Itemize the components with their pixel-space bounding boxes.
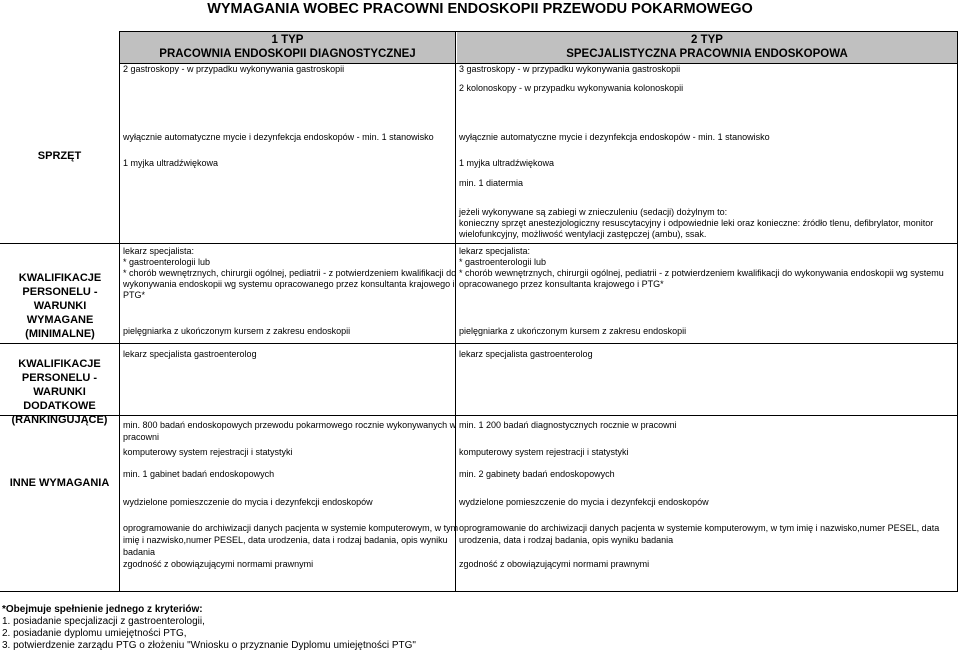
- type1-software-line3: badania: [123, 547, 156, 557]
- type1-exams-line1: min. 800 badań endoskopowych przewodu pokarmowego rocznie wykonywanych w: [123, 420, 457, 430]
- type1-doctor-line2: * gastroenterologii lub: [123, 257, 211, 267]
- type2-ultrasonic: 1 myjka ultradźwiękowa: [459, 158, 555, 168]
- type1-legal-compliance: zgodność z obowiązującymi normami prawnymi: [123, 559, 314, 569]
- row-label-other: INNE WYMAGANIA: [9, 477, 110, 489]
- type2-anesthesia-line2: konieczny sprzęt anestezjologiczny resuscytacyjny i odpowiednie leki oraz konieczne: źródło tlenu, defibrylator, monitor: [459, 218, 934, 228]
- type2-nurse: pielęgniarka z ukończonym kursem z zakresu endoskopii: [459, 326, 687, 336]
- type2-software-line2: urodzenia, data i rodzaj badania, opis wyniku badania: [459, 535, 674, 545]
- type1-computer-system: komputerowy system rejestracji i statystyki: [123, 447, 293, 457]
- row-label-sprzet: SPRZĘT: [37, 150, 82, 162]
- type1-doctor-line5: PTG*: [123, 290, 146, 300]
- type1-exams-line2: pracowni: [123, 432, 160, 442]
- type2-computer-system: komputerowy system rejestracji i statystyki: [459, 447, 629, 457]
- type2-anesthesia-line1: jeżeli wykonywane są zabiegi w znieczuleniu (sedacji) dożylnym to:: [459, 207, 728, 217]
- row-label-qualifications-extra: KWALIFIKACJE PERSONELU - WARUNKI DODATKOWE (RANKINGUJĄCE): [11, 358, 108, 426]
- type1-washing-room: wydzielone pomieszczenie do mycia i dezynfekcji endoskopów: [123, 497, 373, 507]
- type1-software-line1: oprogramowanie do archiwizacji danych pacjenta w systemie komputerowym, w tym: [123, 523, 459, 533]
- type1-exam-room: min. 1 gabinet badań endoskopowych: [123, 469, 275, 479]
- type2-legal-compliance: zgodność z obowiązującymi normami prawnymi: [459, 559, 650, 569]
- grid-line: [455, 31, 456, 592]
- type1-doctor-line1: lekarz specjalista:: [123, 246, 195, 256]
- type2-software-line1: oprogramowanie do archiwizacji danych pacjenta w systemie komputerowym, w tym imię i nazwisko,numer PESEL, data: [459, 523, 940, 533]
- type1-ultrasonic: 1 myjka ultradźwiękowa: [123, 158, 219, 168]
- column-header-type1-line2: PRACOWNIA ENDOSKOPII DIAGNOSTYCZNEJ: [159, 48, 416, 60]
- column-header-type2-line1: 2 TYP: [691, 34, 723, 46]
- type1-doctor-line4: wykonywania endoskopii wg systemu opracowanego przez konsultanta krajowego i: [123, 279, 455, 289]
- type2-washing-room: wydzielone pomieszczenie do mycia i dezynfekcji endoskopów: [459, 497, 709, 507]
- type2-diathermy: min. 1 diatermia: [459, 178, 524, 188]
- type2-anesthesia-line3: wielofunkcyjny, możliwość wentylacji zastępczej (ambu), ssak.: [459, 229, 707, 239]
- type2-gastroscopes: 3 gastroskopy - w przypadku wykonywania gastroskopii: [459, 64, 681, 74]
- type1-software-line2: imię i nazwisko,numer PESEL, data urodzenia, data i rodzaj badania, opis wyniku: [123, 535, 448, 545]
- type1-washing: wyłącznie automatyczne mycie i dezynfekcja endoskopów - min. 1 stanowisko: [123, 132, 434, 142]
- column-header-type2: [457, 32, 957, 63]
- grid-line: [957, 31, 958, 592]
- grid-line: [0, 243, 958, 244]
- column-header-type1-line1: 1 TYP: [271, 34, 304, 46]
- footnote-item2: 2. posiadanie dyplomu umiejętności PTG,: [2, 628, 187, 639]
- type2-extra-doctor: lekarz specjalista gastroenterolog: [459, 349, 593, 359]
- type2-washing: wyłącznie automatyczne mycie i dezynfekcja endoskopów - min. 1 stanowisko: [459, 132, 770, 142]
- grid-line: [0, 343, 958, 344]
- grid-line: [0, 591, 958, 592]
- type2-doctor-line1: lekarz specjalista:: [459, 246, 531, 256]
- grid-line: [0, 415, 958, 416]
- grid-line: [119, 31, 120, 592]
- type1-extra-doctor: lekarz specjalista gastroenterolog: [123, 349, 257, 359]
- footnote-item3: 3. potwierdzenie zarządu PTG o złożeniu "Wniosku o przyznanie Dyplomu umiejętności PTG": [2, 640, 416, 651]
- row-label-qualifications-min: KWALIFIKACJE PERSONELU - WARUNKI WYMAGANE (MINIMALNE): [18, 272, 102, 340]
- type2-doctor-line3: * chorób wewnętrznych, chirurgii ogólnej, pediatrii - z potwierdzeniem kwalifikacji do wykonywania endoskopii wg systemu: [459, 268, 944, 278]
- grid-line: [120, 31, 958, 32]
- footnote-item1: 1. posiadanie specjalizacji z gastroenterologii,: [2, 616, 205, 627]
- type2-doctor-line2: * gastroenterologii lub: [459, 257, 547, 267]
- type2-exams: min. 1 200 badań diagnostycznych rocznie w pracowni: [459, 420, 677, 430]
- type1-nurse: pielęgniarka z ukończonym kursem z zakresu endoskopii: [123, 326, 351, 336]
- type2-doctor-line4: opracowanego przez konsultanta krajowego i PTG*: [459, 279, 664, 289]
- column-header-type2-line2: SPECJALISTYCZNA PRACOWNIA ENDOSKOPOWA: [566, 48, 848, 60]
- type2-exam-rooms: min. 2 gabinety badań endoskopowych: [459, 469, 615, 479]
- type2-colonoscopes: 2 kolonoskopy - w przypadku wykonywania kolonoskopii: [459, 83, 684, 93]
- document-title: WYMAGANIA WOBEC PRACOWNI ENDOSKOPII PRZEWODU POKARMOWEGO: [207, 1, 753, 17]
- column-header-type1: [120, 32, 455, 63]
- type1-gastroscopes: 2 gastroskopy - w przypadku wykonywania gastroskopii: [123, 64, 345, 74]
- footnote-heading: *Obejmuje spełnienie jednego z kryteriów:: [2, 604, 203, 615]
- type1-doctor-line3: * chorób wewnętrznych, chirurgii ogólnej, pediatrii - z potwierdzeniem kwalifikacji do: [123, 268, 457, 278]
